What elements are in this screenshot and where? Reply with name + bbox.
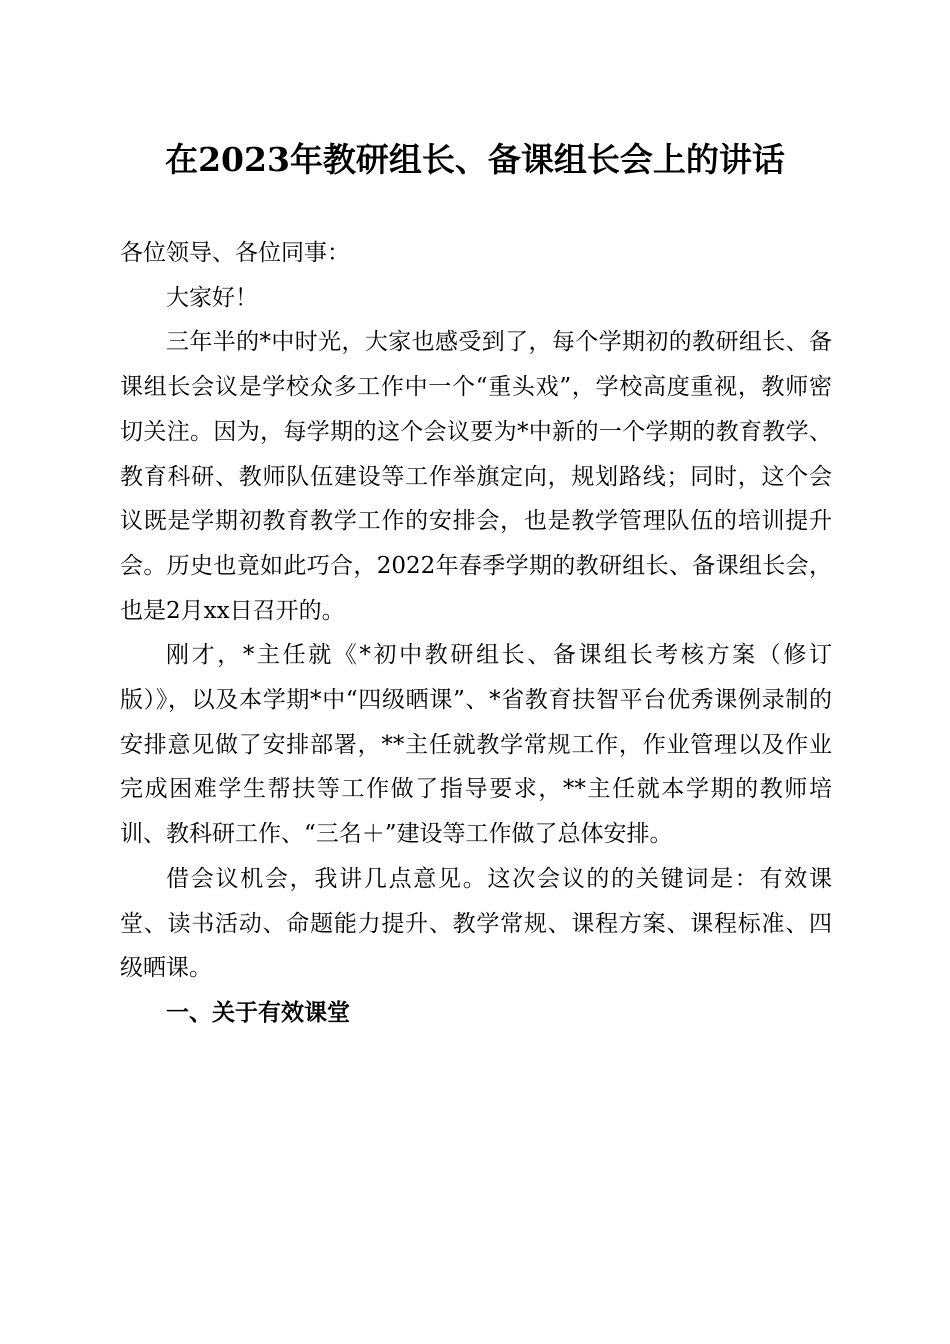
paragraph-3: 借会议机会，我讲几点意见。这次会议的的关键词是：有效课堂、读书活动、命题能力提升、教学常规、课程方案、课程标准、四级晒课。: [120, 865, 832, 982]
document-body: [120, 231, 832, 1036]
section-heading: 一、关于有效课堂: [166, 999, 350, 1026]
greeting: 大家好！: [166, 284, 258, 311]
document-title: 在2023年教研组长、备课组长会上的讲话: [165, 140, 785, 179]
paragraph-2: 刚才，*主任就《*初中教研组长、备课组长考核方案（修订版）》，以及本学期*中“四级晒课”、*省教育扶智平台优秀课例录制的安排意见做了安排部署，**主任就教学常规工作，作业管理以及作业完成困难学生帮扶等工作做了指导要求，**主任就本学期的教师培训、教科研工作、“三名＋”建设等工作做了总体安排。: [120, 642, 832, 848]
salutation: 各位领导、各位同事：: [120, 240, 350, 266]
paragraph-1: 三年半的*中时光，大家也感受到了，每个学期初的教研组长、备课组长会议是学校众多工作中一个“重头戏”，学校高度重视，教师密切关注。因为，每学期的这个会议要为*中新的一个学期的教育教学、教育科研、教师队伍建设等工作举旗定向，规划路线；同时，这个会议既是学期初教育教学工作的安排会，也是教学管理队伍的培训提升会。历史也竟如此巧合，2022年春季学期的教研组长、备课组长会，也是2月xx日召开的。: [120, 329, 832, 624]
